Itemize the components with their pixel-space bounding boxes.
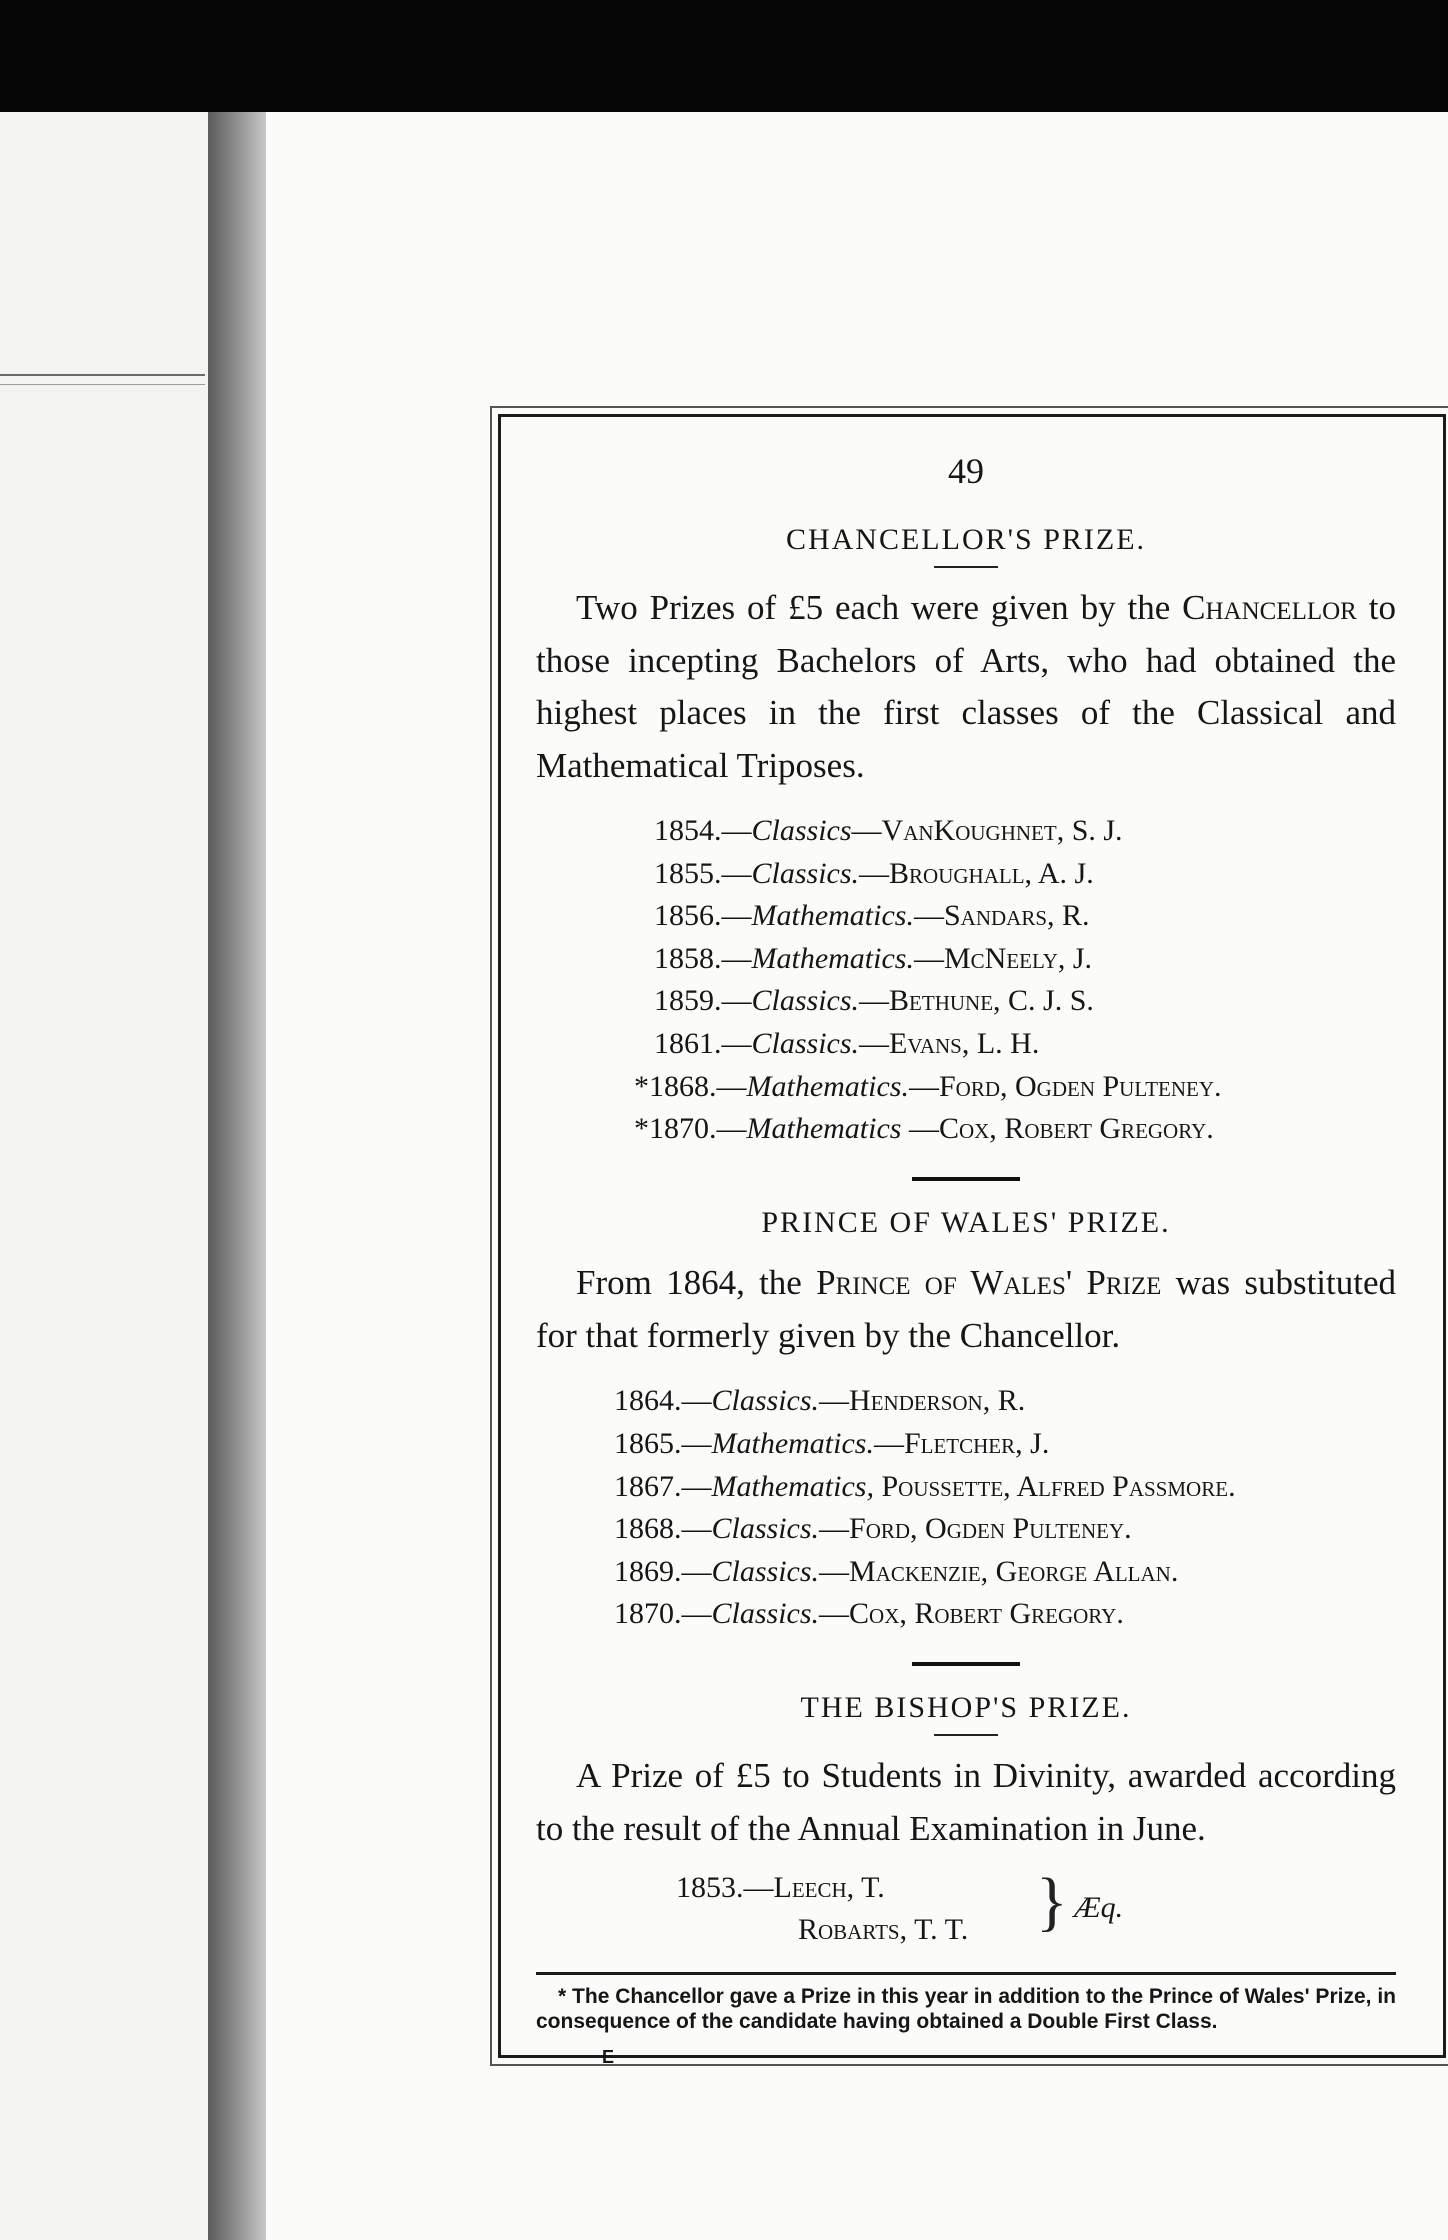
- prince-of-wales-prize-list: [536, 1380, 1396, 1636]
- entry-name: Evans: [889, 1027, 962, 1061]
- signature-mark: E: [602, 2046, 615, 2067]
- prize-entry: [536, 980, 1396, 1023]
- bishop-prize-entry: [676, 1867, 1396, 1950]
- entry-subject: Mathematics: [746, 1112, 902, 1146]
- page-content: [536, 447, 1396, 2069]
- entry-year: 1865.—: [614, 1426, 712, 1460]
- section-divider: [912, 1662, 1020, 1666]
- entry-year: 1864.—: [614, 1384, 712, 1418]
- entry-subject: Classics.: [711, 1384, 820, 1418]
- footnote-rule: [536, 1972, 1396, 1975]
- entry-initials: , S. J.: [1056, 814, 1123, 848]
- prize-entry: [536, 810, 1396, 853]
- entry-year: 1868.—: [614, 1512, 712, 1546]
- prize-entry: [536, 938, 1396, 981]
- page-number: 49: [948, 451, 984, 491]
- prize-entry: [536, 1551, 1396, 1594]
- entry-name: Cox, Robert Gregory: [849, 1597, 1117, 1631]
- entry-initials: , T.: [846, 1871, 885, 1905]
- prize-entry: [536, 1466, 1396, 1509]
- entry-year: 1854.—: [654, 814, 752, 848]
- entry-separator: —: [913, 899, 944, 933]
- entry-subject: Classics.: [711, 1512, 820, 1546]
- entry-subject: Mathematics,: [711, 1469, 874, 1503]
- entry-year: 1867.—: [614, 1469, 712, 1503]
- entry-name: Mackenzie, George Allan: [849, 1554, 1171, 1588]
- entry-initials: , A. J.: [1024, 856, 1094, 890]
- left-page-rule: [0, 374, 205, 376]
- entry-year: 1869.—: [614, 1554, 712, 1588]
- entry-subject: Classics.: [751, 984, 860, 1018]
- entry-separator: —: [819, 1554, 850, 1588]
- entry-subject: Classics.: [711, 1597, 820, 1631]
- short-divider: [934, 1734, 998, 1736]
- entry-initials: , R.: [982, 1384, 1026, 1418]
- prince-of-wales-prize-heading: PRINCE OF WALES' PRIZE.: [761, 1205, 1171, 1239]
- entry-initials: , J.: [1015, 1426, 1050, 1460]
- entry-star: *: [634, 1069, 649, 1103]
- prize-entry: [536, 1066, 1396, 1109]
- prize-entry: [536, 895, 1396, 938]
- entry-initials: , J.: [1057, 941, 1093, 975]
- entry-year: 1858.—: [654, 941, 752, 975]
- entry-initials: , C. J. S.: [993, 984, 1094, 1018]
- entry-separator: —: [819, 1384, 850, 1418]
- entry-year: 1868.—: [649, 1069, 747, 1103]
- entry-subject: Classics.: [711, 1554, 820, 1588]
- prince-of-wales-prize-paragraph: [536, 1257, 1396, 1362]
- entry-subject: Classics: [751, 814, 852, 848]
- brace-icon: }: [1036, 1865, 1068, 1939]
- prize-entry: [536, 1508, 1396, 1551]
- entry-name: Poussette, Alfred Passmore: [881, 1469, 1229, 1503]
- footnote-text: * The Chancellor gave a Prize in this year in addition to the Prince of Wales' Prize, in consequence of the candidate having obtained a Double First Class.: [536, 1985, 1396, 2033]
- entry-separator: —: [859, 856, 890, 890]
- left-page-rule-thin: [0, 384, 205, 385]
- aequales-note: Æq.: [1074, 1891, 1124, 1925]
- entry-year: 1861.—: [654, 1027, 752, 1061]
- paragraph-text: was substituted for that formerly given by the Chancellor.: [536, 1263, 1396, 1355]
- entry-initials: .: [1124, 1512, 1132, 1546]
- right-page: [266, 112, 1448, 2240]
- entry-name: Sandars: [943, 899, 1048, 933]
- prize-entry: [536, 1380, 1396, 1423]
- entry-name: Ford, Ogden Pulteney: [849, 1512, 1125, 1546]
- entry-name: Henderson: [849, 1384, 983, 1418]
- entry-name: Fletcher: [903, 1426, 1016, 1460]
- entry-separator: —: [908, 1069, 939, 1103]
- entry-subject: Mathematics.: [751, 899, 914, 933]
- entry-initials: .: [1116, 1597, 1124, 1631]
- entry-name: Leech: [773, 1871, 847, 1905]
- entry-initials: .: [1214, 1069, 1222, 1103]
- entry-subject: Mathematics.: [751, 941, 914, 975]
- prize-entry: [536, 1593, 1396, 1636]
- entry-year: 1870.—: [649, 1112, 747, 1146]
- entry-year: 1855.—: [654, 856, 752, 890]
- bishop-prize-heading: THE BISHOP'S PRIZE.: [800, 1690, 1132, 1724]
- entry-separator: —: [913, 941, 944, 975]
- entry-initials: .: [1206, 1112, 1214, 1146]
- entry-initials: .: [1228, 1469, 1236, 1503]
- short-divider: [934, 566, 998, 568]
- chancellor-prize-list: [536, 810, 1396, 1151]
- chancellor-prize-heading: CHANCELLOR'S PRIZE.: [785, 522, 1147, 556]
- paragraph-small-caps: Chancellor: [1182, 588, 1357, 628]
- chancellor-prize-paragraph: [536, 582, 1396, 792]
- bishop-prize-paragraph: A Prize of £5 to Students in Divinity, awarded according to the result of the Annual Examination in June.: [536, 1756, 1396, 1848]
- entry-star: *: [634, 1112, 649, 1146]
- entry-name: Bethune: [889, 984, 994, 1018]
- paragraph-small-caps: Prince of Wales' Prize: [816, 1263, 1162, 1303]
- footnote: [536, 1985, 1396, 2035]
- entry-subject: Classics.: [751, 856, 860, 890]
- entry-initials: , R.: [1047, 899, 1090, 933]
- book-gutter: [208, 112, 266, 2240]
- entry-name: Cox, Robert Gregory: [938, 1112, 1207, 1146]
- entry-initials: , T. T.: [899, 1912, 969, 1946]
- entry-initials: .: [1170, 1554, 1179, 1588]
- entry-subject: Mathematics.: [711, 1426, 874, 1460]
- entry-subject: Classics.: [751, 1027, 860, 1061]
- prize-entry: [536, 1023, 1396, 1066]
- prize-entry: [536, 1423, 1396, 1466]
- paragraph-text: From 1864, the: [576, 1263, 817, 1303]
- entry-year: 1853.—: [676, 1871, 774, 1905]
- entry-year: 1856.—: [654, 899, 752, 933]
- entry-year: 1859.—: [654, 984, 752, 1018]
- prize-entry: [536, 853, 1396, 896]
- entry-separator: —: [873, 1426, 904, 1460]
- paragraph-text: Two Prizes of £5 each were given by the: [576, 588, 1183, 628]
- entry-separator: —: [819, 1512, 850, 1546]
- entry-separator: —: [859, 1027, 890, 1061]
- left-page-edge: [0, 112, 208, 2240]
- entry-subject: Mathematics.: [746, 1069, 909, 1103]
- entry-name: Robarts: [798, 1912, 900, 1946]
- entry-name: VanKoughnet: [881, 814, 1057, 848]
- entry-initials: , L. H.: [961, 1027, 1040, 1061]
- entry-name: McNeely: [943, 941, 1058, 975]
- entry-name: Broughall: [889, 856, 1025, 890]
- entry-separator: —: [859, 984, 890, 1018]
- entry-separator: —: [901, 1112, 939, 1146]
- paragraph-text: to those incepting Bachelors of Arts, who had obtained the highest places in the first classes of the Classical and Mathematical Triposes.: [536, 588, 1396, 785]
- entry-separator: —: [851, 814, 882, 848]
- entry-year: 1870.—: [614, 1597, 712, 1631]
- section-divider: [912, 1177, 1020, 1181]
- entry-separator: —: [819, 1597, 850, 1631]
- prize-entry: [536, 1108, 1396, 1151]
- entry-name: Ford, Ogden Pulteney: [938, 1069, 1215, 1103]
